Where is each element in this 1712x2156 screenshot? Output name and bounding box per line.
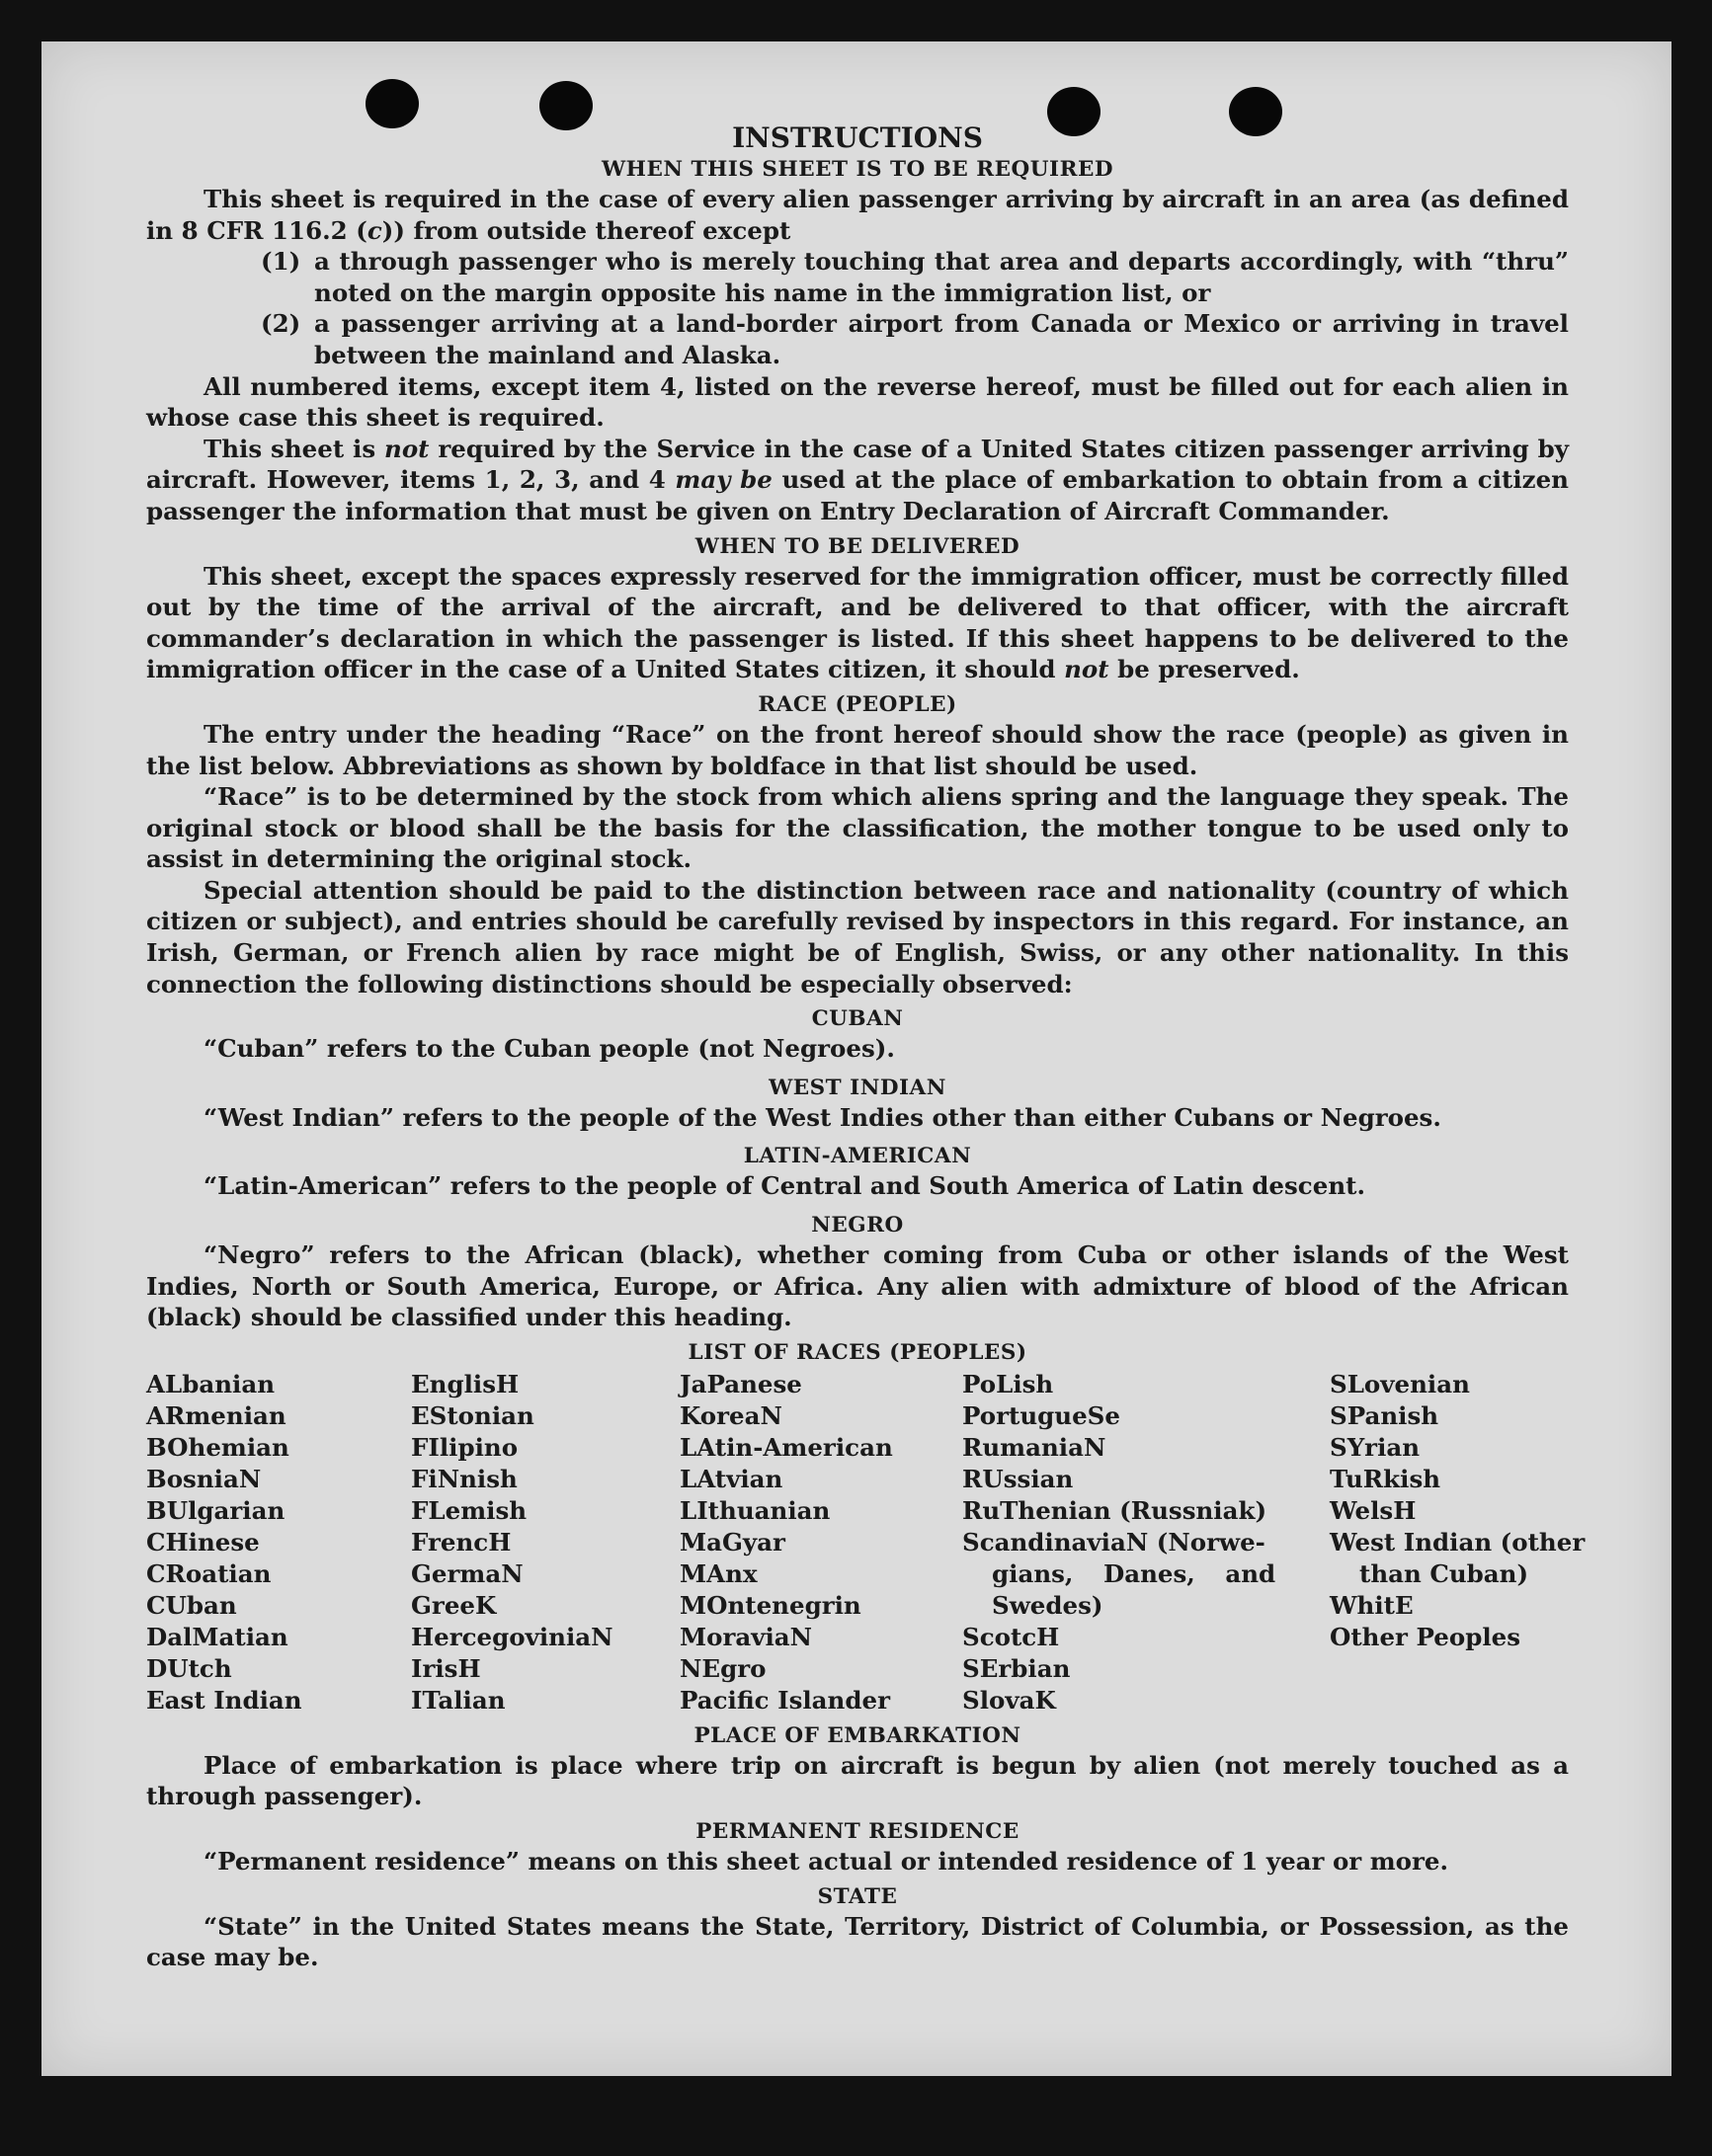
race-item: than Cuban)	[1359, 1558, 1529, 1588]
race-item: ARmenian	[146, 1400, 286, 1430]
race-item: ALbanian	[146, 1369, 276, 1398]
race-item: WhitE	[1330, 1590, 1414, 1620]
race-item: LIthuanian	[680, 1495, 831, 1525]
race-item: gians, Danes, and	[992, 1558, 1276, 1588]
race-item: EnglisH	[411, 1369, 520, 1398]
race-item: GermaN	[411, 1558, 524, 1588]
race-item: BOhemian	[146, 1432, 289, 1462]
heading-when-delivered: WHEN TO BE DELIVERED	[694, 533, 1020, 559]
race-item: ScotcH	[962, 1622, 1060, 1651]
races-column	[962, 1369, 1330, 1717]
race-item: FLemish	[411, 1495, 528, 1525]
race-item: Pacific Islander	[680, 1685, 890, 1715]
races-column	[146, 1369, 411, 1717]
heading-negro: NEGRO	[811, 1213, 904, 1238]
heading-race: RACE (PEOPLE)	[758, 691, 957, 717]
paragraph: This sheet, except the spaces expressly reserved for the immigration officer, must be correctly filled out by the time of the arrival of the aircraft, and be delivered to that officer, with the aircraft commander’s declaration in which the passenger is listed. If this sheet happens to be delivered to the immigration officer in the case of a United States citizen, it should not be preserved.	[146, 561, 1569, 684]
paragraph: “Negro” refers to the African (black), whether coming from Cuba or other islands of the West Indies, North or South America, Europe, or Africa. Any alien with admixture of blood of the African (black) should be classified under this heading.	[146, 1240, 1569, 1332]
race-item: HercegoviniaN	[411, 1622, 613, 1651]
paragraph: “State” in the United States means the State, Territory, District of Columbia, or Possession, as the case may be.	[146, 1911, 1569, 1972]
race-item: LAtvian	[680, 1464, 783, 1493]
race-item: MAnx	[680, 1558, 758, 1588]
race-item: JaPanese	[680, 1369, 802, 1398]
race-item: LAtin-American	[680, 1432, 893, 1462]
race-item: SPanish	[1330, 1400, 1439, 1430]
races-column	[411, 1369, 680, 1717]
numbered-item: (1) a through passenger who is merely touching that area and departs accordingly, with “thru” noted on the margin opposite his name in the immigration list, or	[261, 247, 1569, 307]
race-item: DUtch	[146, 1653, 232, 1683]
paragraph: “Race” is to be determined by the stock from which aliens spring and the language they speak. The original stock or blood shall be the basis for the classification, the mother tongue to be used only to assist in determining the original stock.	[146, 782, 1569, 874]
race-item: TuRkish	[1330, 1464, 1441, 1493]
race-item: SLovenian	[1330, 1369, 1470, 1398]
numbered-item: (2) a passenger arriving at a land-border airport from Canada or Mexico or arriving in travel between the mainland and Alaska.	[261, 309, 1569, 369]
race-item: SErbian	[962, 1653, 1071, 1683]
paragraph: This sheet is required in the case of every alien passenger arriving by aircraft in an area (as defined in 8 CFR 116.2 (c)) from outside thereof except	[146, 185, 1569, 245]
race-item: FrencH	[411, 1527, 512, 1557]
paragraph: The entry under the heading “Race” on the front hereof should show the race (people) as given in the list below. Abbreviations as shown by boldface in that list should be used.	[146, 719, 1569, 780]
races-list	[146, 1369, 1586, 1717]
race-item: WelsH	[1330, 1495, 1417, 1525]
race-item: GreeK	[411, 1590, 497, 1620]
race-item: EStonian	[411, 1400, 534, 1430]
race-item: ScandinaviaN (Norwe-	[962, 1527, 1265, 1557]
paragraph: Place of embarkation is place where trip on aircraft is begun by alien (not merely touched as a through passenger).	[146, 1750, 1569, 1811]
paragraph: “West Indian” refers to the people of the West Indies other than either Cubans or Negroes.	[204, 1102, 1441, 1132]
race-item: SYrian	[1330, 1432, 1421, 1462]
heading-state: STATE	[817, 1883, 898, 1909]
race-item: SlovaK	[962, 1685, 1056, 1715]
races-column	[680, 1369, 962, 1717]
heading-when-required: WHEN THIS SHEET IS TO BE REQUIRED	[602, 157, 1113, 182]
heading-list-of-races: LIST OF RACES (PEOPLES)	[688, 1339, 1027, 1365]
race-item: CUban	[146, 1590, 237, 1620]
heading-latin-american: LATIN-AMERICAN	[743, 1144, 972, 1169]
heading-place-of-embarkation: PLACE OF EMBARKATION	[693, 1722, 1021, 1748]
page-title: INSTRUCTIONS	[732, 121, 983, 154]
heading-cuban: CUBAN	[811, 1006, 904, 1032]
race-item: FIlipino	[411, 1432, 519, 1462]
races-column	[1330, 1369, 1586, 1717]
race-item: BUlgarian	[146, 1495, 285, 1525]
race-item: MaGyar	[680, 1527, 785, 1557]
paragraph: “Latin-American” refers to the people of Central and South America of Latin descent.	[204, 1171, 1365, 1201]
paragraph: “Permanent residence” means on this sheet actual or intended residence of 1 year or more.	[204, 1847, 1449, 1876]
race-item: KoreaN	[680, 1400, 782, 1430]
race-item: CHinese	[146, 1527, 260, 1557]
race-item: RuThenian (Russniak)	[962, 1495, 1267, 1525]
instructions-text	[146, 120, 1586, 1973]
race-item: RUssian	[962, 1464, 1074, 1493]
race-item: PoLish	[962, 1369, 1054, 1398]
race-item: FiNnish	[411, 1464, 518, 1493]
paragraph: This sheet is not required by the Service in the case of a United States citizen passenger arriving by aircraft. However, items 1, 2, 3, and 4 may be used at the place of embarkation to obtain from a citizen passenger the information that must be given on Entry Declaration of Aircraft Commander.	[146, 434, 1570, 525]
heading-west-indian: WEST INDIAN	[769, 1075, 946, 1100]
race-item: Other Peoples	[1330, 1622, 1521, 1651]
race-item: PortugueSe	[962, 1400, 1120, 1430]
race-item: DalMatian	[146, 1622, 288, 1651]
race-item: MOntenegrin	[680, 1590, 861, 1620]
race-item: RumaniaN	[962, 1432, 1106, 1462]
race-item: West Indian (other	[1330, 1527, 1586, 1557]
race-item: NEgro	[680, 1653, 767, 1683]
paragraph: All numbered items, except item 4, listed on the reverse hereof, must be filled out for each alien in whose case this sheet is required.	[146, 371, 1569, 433]
race-item: BosniaN	[146, 1464, 262, 1493]
race-item: East Indian	[146, 1685, 302, 1715]
paragraph: “Cuban” refers to the Cuban people (not Negroes).	[204, 1034, 895, 1064]
race-item: CRoatian	[146, 1558, 272, 1588]
race-item: Swedes)	[992, 1590, 1103, 1620]
race-item: IrisH	[411, 1653, 481, 1683]
race-item: MoraviaN	[680, 1622, 813, 1651]
paragraph: Special attention should be paid to the distinction between race and nationality (country of which citizen or subject), and entries should be carefully revised by inspectors in this regard. For instance, an Irish, German, or French alien by race might be of English, Swiss, or any other nationality. In this connection the following distinctions should be especially observed:	[146, 875, 1569, 998]
race-item: ITalian	[411, 1685, 506, 1715]
heading-permanent-residence: PERMANENT RESIDENCE	[695, 1819, 1019, 1844]
